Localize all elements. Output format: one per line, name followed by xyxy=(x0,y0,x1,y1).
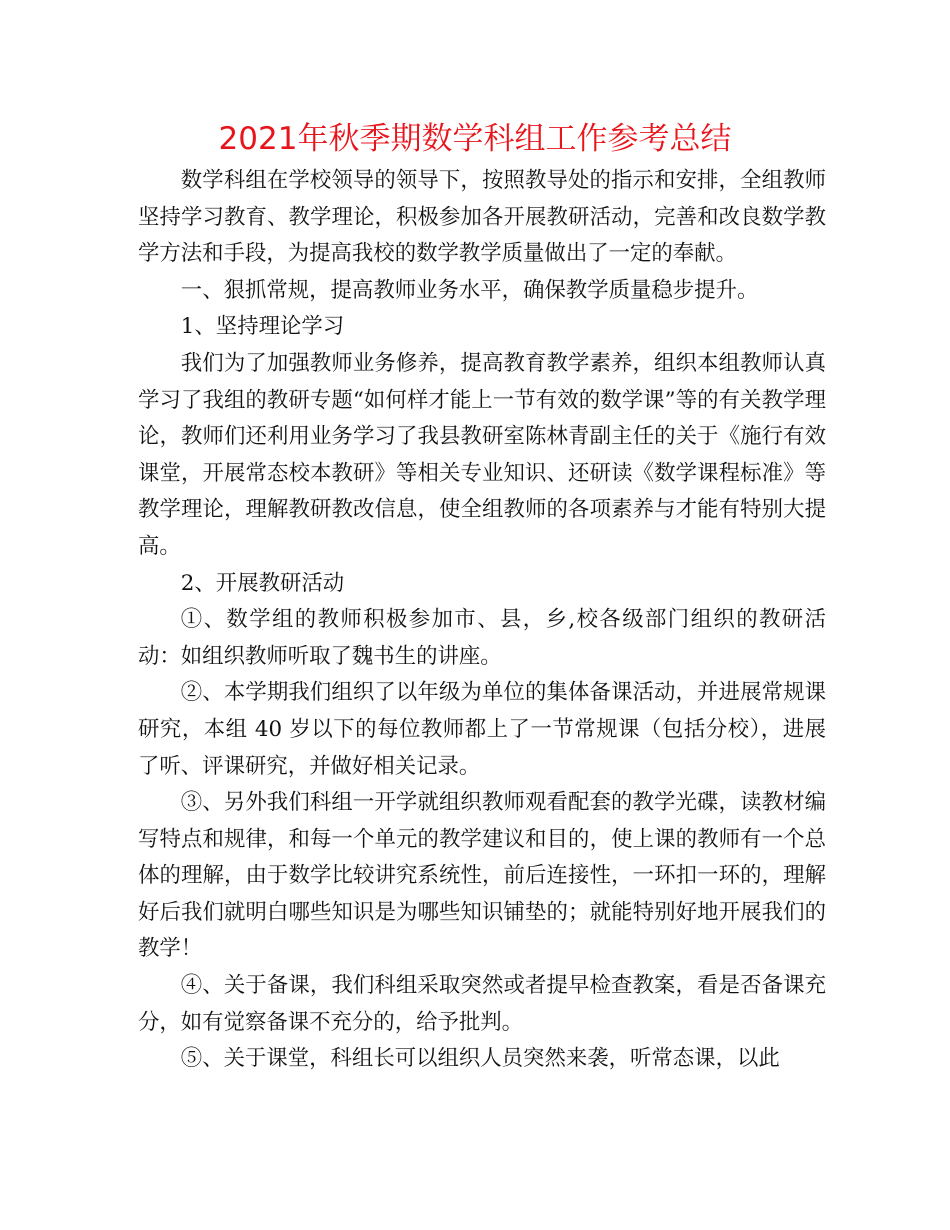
paragraph-item-5: ⑤、关于课堂，科组长可以组织人员突然来袭，听常态课，以此 xyxy=(180,1046,780,1072)
document-title: 2021年秋季期数学科组工作参考总结 xyxy=(218,121,732,157)
paragraph-item-3: ③、另外我们科组一开学就组织教师观看配套的教学光碟，读教材编写特点和规律，和每一个单元的教学建议和目的，使上课的教师有一个总体的理解，由于数学比较讲究系统性，前后连接性，一环扣一环的，理解好后我们就明白哪些知识是为哪些知识铺垫的；就能特别好地开展我们的教学！ xyxy=(138,790,826,962)
subheading-research-activities: 2、开展教研活动 xyxy=(180,570,345,596)
paragraph-item-4: ④、关于备课，我们科组采取突然或者提早检查教案，看是否备课充分，如有觉察备课不充分的，给予批判。 xyxy=(138,973,826,1035)
paragraph-theory-study: 我们为了加强教师业务修养，提高教育教学素养，组织本组教师认真学习了我组的教研专题“如何样才能上一节有效的数学课”等的有关教学理论，教师们还利用业务学习了我县教研室陈林青副主任的关于《施行有效课堂，开展常态校本教研》等相关专业知识、还研读《数学课程标准》等教学理论，理解教研教改信息，使全组教师的各项素养与才能有特别大提高。 xyxy=(138,350,826,559)
subheading-theory-study: 1、坚持理论学习 xyxy=(180,314,345,340)
paragraph-intro: 数学科组在学校领导的领导下，按照教导处的指示和安排，全组教师坚持学习教育、教学理论，积极参加各开展教研活动，完善和改良数学教学方法和手段，为提高我校的数学教学质量做出了一定的奉献。 xyxy=(138,168,826,267)
paragraph-item-2: ②、本学期我们组织了以年级为单位的集体备课活动，并进展常规课研究，本组 40 岁以下的每位教师都上了一节常规课（包括分校），进展了听、评课研究，并做好相关记录。 xyxy=(138,680,826,779)
document-body xyxy=(138,163,826,1078)
paragraph-item-1: ①、数学组的教师积极参加市、县，乡,校各级部门组织的教研活动：如组织教师听取了魏书生的讲座。 xyxy=(138,607,826,669)
section-heading-1: 一、狠抓常规，提高教师业务水平，确保教学质量稳步提升。 xyxy=(180,277,759,303)
